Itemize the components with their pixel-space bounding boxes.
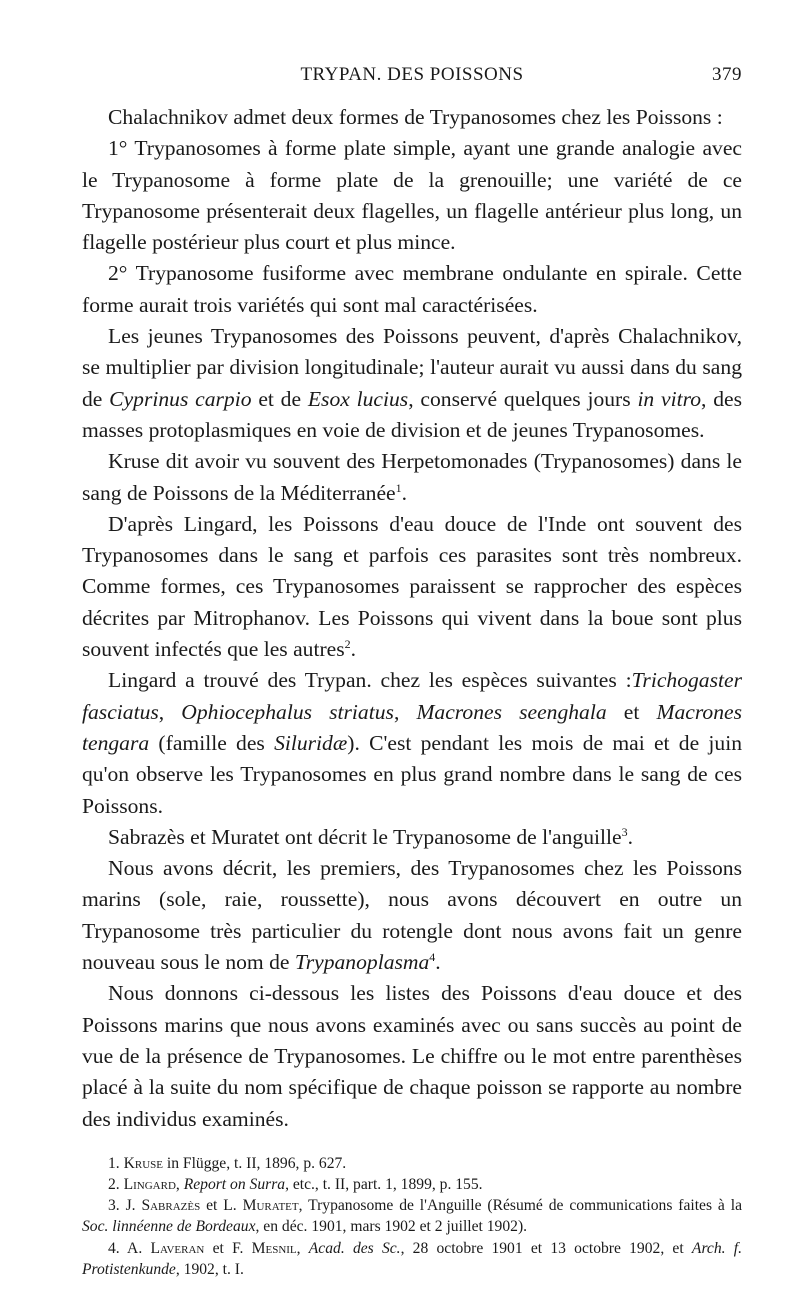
text-span: , etc., t. II, part. 1, 1899, p. 155. — [285, 1176, 483, 1193]
text-span: et de — [251, 386, 308, 411]
text-span: . — [627, 824, 634, 849]
footnote-ref: 2 — [344, 637, 351, 652]
text-span: , Trypanosome de l'Anguille (Résumé de communications faites à la — [298, 1197, 742, 1215]
work-title: Report on Surra — [183, 1176, 286, 1193]
footnote-1 — [82, 1153, 742, 1174]
text-span: 2° Trypanosome fusiforme avec membrane ondulante en spirale. Cette forme aurait trois variétés qui sont mal caractérisées. — [82, 261, 742, 317]
species-name: Trichogaster fasciatus — [82, 668, 742, 724]
journal-title: Acad. des Sc. — [308, 1239, 401, 1257]
text-span: Les jeunes Trypanosomes des Poissons peuvent, d'après Chalachnikov, se multiplier par division longitudinale; l'auteur aurait vu aussi dans du sang de — [82, 324, 742, 411]
journal-title: Arch. f. Protistenkunde — [82, 1239, 743, 1278]
text-span: D'après Lingard, les Poissons d'eau douce de l'Inde ont souvent des Trypanosomes dans le sang et parfois ces parasites sont très nombreux. Comme formes, ces Trypanosomes paraissent se rapprocher des espèces décrites par Mitrophanov. Les Poissons qui vivent dans la boue sont plus souvent infectés que les autres — [82, 511, 742, 662]
text-span: , conservé quelques jours — [408, 386, 638, 411]
text-span: Nous donnons ci-dessous les listes des Poissons d'eau douce et des Poissons marins que nous avons examinés avec ou sans succès au point de vue de la présence de Trypanosomes. Le chiffre ou le mot entre parenthèses placé à la suite du nom spécifique de chaque poisson se rapporte au nombre des individus examinés. — [82, 981, 742, 1131]
footnote-ref: 1 — [395, 480, 402, 495]
author-name: Kruse — [123, 1154, 163, 1172]
running-header — [82, 64, 742, 94]
paragraph-4 — [82, 321, 742, 446]
author-name: Lingard — [123, 1176, 176, 1193]
paragraph-7 — [82, 665, 742, 821]
text-span: et L. — [200, 1197, 243, 1215]
text-span: , — [296, 1239, 309, 1257]
footnote-2 — [82, 1174, 742, 1195]
text-span: , 28 octobre 1901 et 13 octobre 1902, et — [400, 1239, 692, 1257]
author-name: Mesnil — [251, 1239, 297, 1257]
paragraph-2 — [82, 133, 742, 258]
text-span: ). C'est pendant les mois de mai et de juin qu'on observe les Trypanosomes en plus grand nombre dans le sang de ces Poissons. — [82, 730, 742, 818]
text-span: et — [606, 699, 657, 724]
text-span: , 1902, t. I. — [175, 1260, 244, 1278]
family-name: Siluridæ — [274, 730, 348, 755]
paragraph-3 — [82, 258, 742, 321]
text-span: , des masses protoplasmiques en voie de division et de jeunes Trypanosomes. — [82, 386, 742, 442]
text-span: 2. — [108, 1176, 124, 1193]
text-span: Kruse dit avoir vu souvent des Herpetomonades (Trypanosomes) dans le sang de Poissons de la Méditerranée — [82, 449, 742, 505]
author-name: Laveran — [150, 1239, 205, 1257]
text-span: (famille des — [149, 730, 275, 755]
body-text — [82, 102, 742, 1135]
text-span: Lingard a trouvé des Trypan. chez les espèces suivantes : — [108, 668, 632, 693]
paragraph-1 — [82, 102, 742, 133]
text-span: . — [435, 950, 441, 975]
text-span: 1. — [108, 1154, 124, 1172]
text-span: 3. J. — [108, 1197, 142, 1215]
text-span: 1° Trypanosomes à forme plate simple, ayant une grande analogie avec le Trypanosome à forme plate de la grenouille; une variété de ce Trypanosome présenterait deux flagelles, un flagelle antérieur plus long, un flagelle postérieur plus court et plus mince. — [82, 136, 742, 255]
footnote-ref: 3 — [621, 824, 628, 839]
text-span: 4. A. — [108, 1239, 151, 1257]
society-name: Soc. linnéenne de Bordeaux — [82, 1218, 256, 1236]
paragraph-8 — [82, 822, 742, 853]
latin-phrase: in vitro — [637, 386, 702, 411]
species-name: Cyprinus carpio — [109, 386, 252, 411]
text-span: in Flügge, t. II, 1896, p. 627. — [162, 1154, 347, 1172]
page-number: 379 — [712, 64, 742, 85]
text-span: et F. — [204, 1239, 252, 1257]
text-span: , — [175, 1176, 184, 1193]
author-name: Muratet — [242, 1197, 299, 1215]
footnotes — [82, 1153, 742, 1280]
genus-name: Trypanoplasma — [294, 950, 430, 975]
text-span: . — [350, 637, 357, 662]
text-span: Sabrazès et Muratet ont décrit le Trypanosome de l'anguille — [108, 824, 622, 849]
footnote-4 — [82, 1238, 742, 1280]
text-span: Chalachnikov admet deux formes de Trypanosomes chez les Poissons : — [108, 105, 723, 129]
author-name: Sabrazès — [141, 1197, 201, 1215]
text-span: , — [393, 699, 417, 724]
text-span: Nous avons décrit, les premiers, des Trypanosomes chez les Poissons marins (sole, raie, roussette), nous avons découvert en outre un Trypanosome très particulier du rotengle dont nous avons fait un genre nouveau sous le nom de — [82, 856, 742, 975]
species-name: Macrones seenghala — [416, 699, 607, 724]
species-name: Macrones tengara — [82, 699, 743, 755]
species-name: Esox lucius — [307, 386, 409, 411]
paragraph-6 — [82, 509, 742, 665]
footnote-3 — [82, 1195, 742, 1237]
species-name: Ophiocephalus striatus — [181, 699, 394, 724]
paragraph-10 — [82, 978, 742, 1134]
text-span: , — [158, 699, 182, 724]
paragraph-5 — [82, 446, 742, 509]
running-title: TRYPAN. DES POISSONS — [300, 64, 524, 85]
text-span: . — [401, 480, 408, 505]
paragraph-9 — [82, 853, 742, 978]
text-span: , en déc. 1901, mars 1902 et 2 juillet 1902). — [255, 1218, 528, 1236]
footnote-ref: 4 — [429, 950, 436, 965]
